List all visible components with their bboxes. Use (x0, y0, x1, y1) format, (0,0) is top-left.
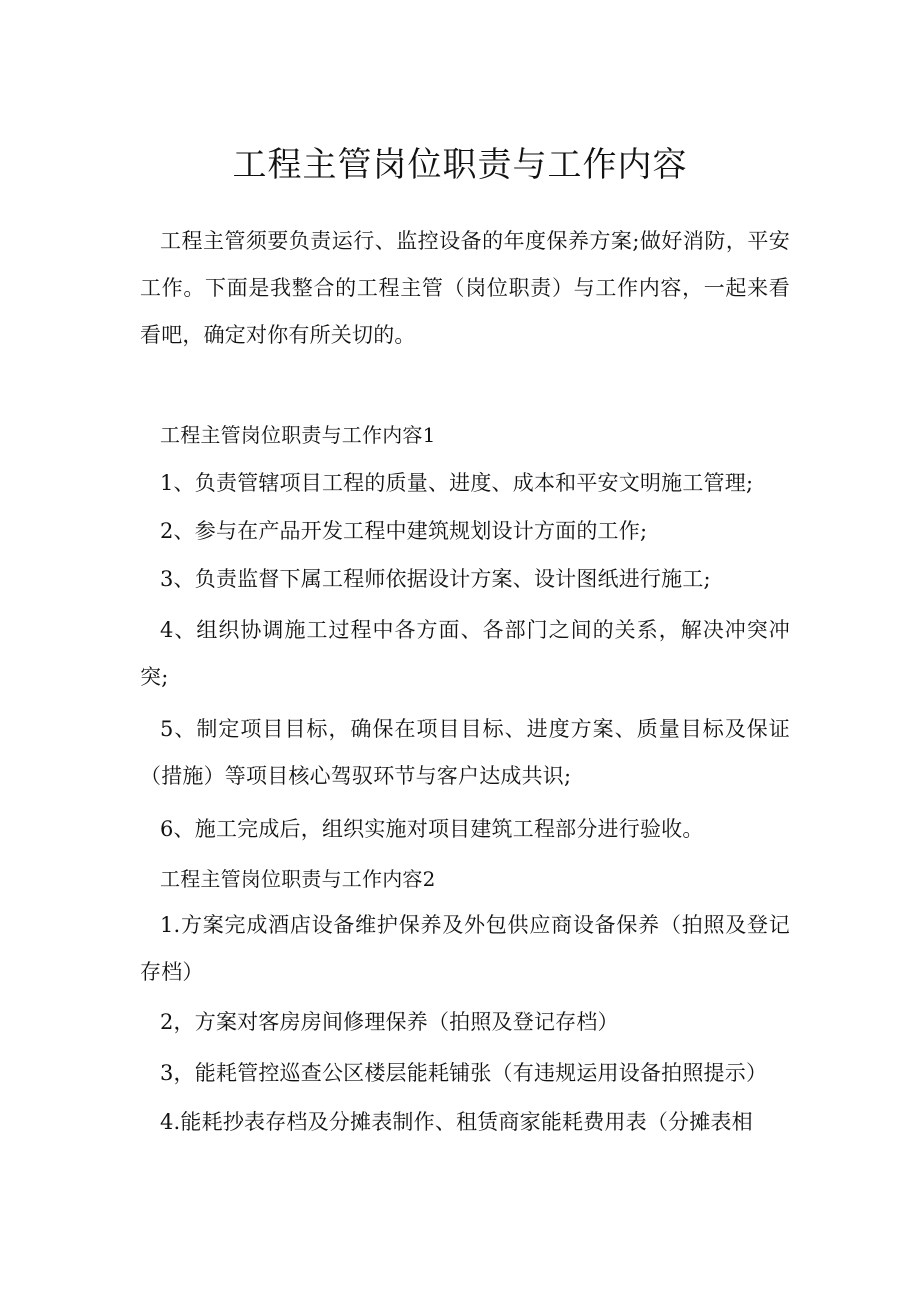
section-2-item-1: 1.方案完成酒店设备维护保养及外包供应商设备保养（拍照及登记存档） (140, 913, 790, 984)
section-1-item-4: 4、组织协调施工过程中各方面、各部门之间的关系，解决冲突冲突; (140, 618, 790, 689)
section-1-item-2: 2、参与在产品开发工程中建筑规划设计方面的工作; (160, 519, 648, 543)
section-2-item-3: 3，能耗管控巡查公区楼层能耗铺张（有违规运用设备拍照提示） (160, 1061, 768, 1085)
intro-paragraph: 工程主管须要负责运行、监控设备的年度保养方案;做好消防，平安工作。下面是我整合的工程主管（岗位职责）与工作内容，一起来看看吧，确定对你有所关切的。 (140, 229, 790, 347)
section-2-item-4: 4.能耗抄表存档及分摊表制作、租赁商家能耗费用表（分摊表相 (160, 1110, 753, 1134)
section-2-item-2: 2，方案对客房房间修理保养（拍照及登记存档） (160, 1010, 619, 1034)
section-1-item-6: 6、施工完成后，组织实施对项目建筑工程部分进行验收。 (160, 817, 704, 841)
section-1-item-3: 3、负责监督下属工程师依据设计方案、设计图纸进行施工; (160, 567, 711, 591)
section-1-item-1: 1、负责管辖项目工程的质量、进度、成本和平安文明施工管理; (160, 471, 754, 495)
document-title: 工程主管岗位职责与工作内容 (232, 145, 688, 185)
section-2-heading: 工程主管岗位职责与工作内容2 (160, 867, 436, 891)
section-1-item-5: 5、制定项目目标，确保在项目目标、进度方案、质量目标及保证（措施）等项目核心驾驭环节与客户达成共识; (140, 717, 790, 788)
section-1-heading: 工程主管岗位职责与工作内容1 (160, 423, 436, 447)
